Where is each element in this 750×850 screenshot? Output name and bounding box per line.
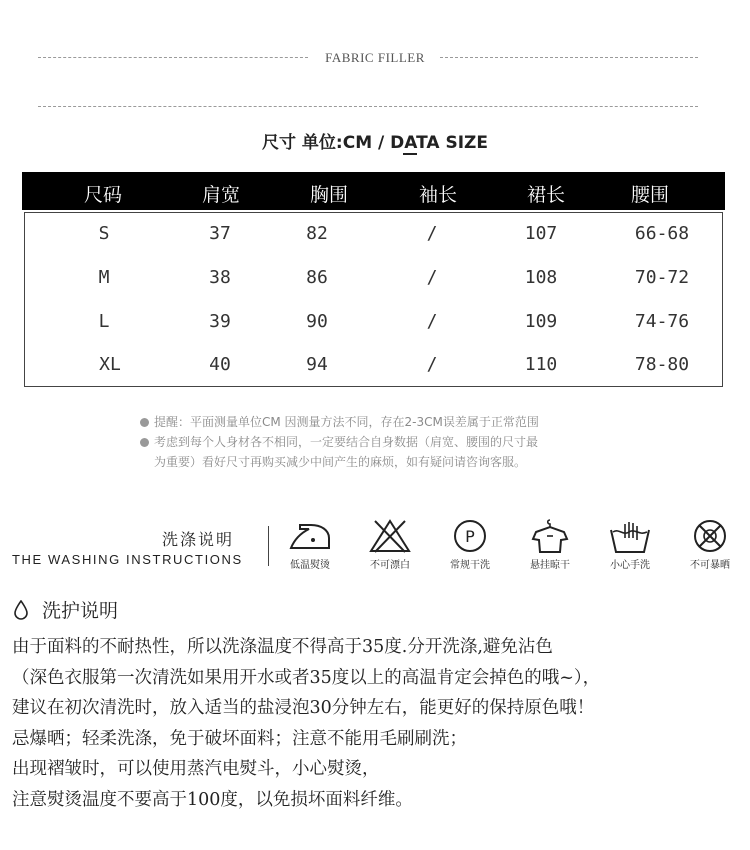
table-cell: 86 — [306, 267, 328, 288]
iron-low-temp-icon — [287, 518, 333, 554]
care-title-text: 洗护说明 — [42, 600, 119, 622]
table-cell: M — [98, 267, 110, 288]
table-cell: 66-68 — [634, 223, 690, 244]
bullet-dot-icon — [140, 438, 149, 447]
washing-divider — [268, 526, 269, 566]
care-item-sun — [680, 518, 740, 571]
care-item-hang — [520, 518, 580, 571]
table-cell: 108 — [524, 267, 558, 288]
column-header-bust: 胸围 — [309, 184, 348, 206]
care-label: 不可漂白 — [370, 560, 410, 571]
column-header-size: 尺码 — [83, 184, 122, 206]
table-cell: L — [98, 311, 110, 332]
measurement-note — [140, 412, 539, 432]
table-cell: S — [98, 223, 110, 244]
fit-note-continued — [154, 452, 526, 472]
table-cell: / — [426, 311, 438, 332]
care-label: 悬挂晾干 — [530, 560, 570, 571]
fit-note — [140, 432, 538, 452]
note-text: 考虑到每个人身材各不相同，一定要结合自身数据（肩宽、腰围的尺寸最 — [154, 435, 539, 449]
divider-full — [38, 106, 698, 107]
table-cell: 82 — [306, 223, 328, 244]
table-cell: 40 — [209, 354, 231, 375]
title-underline — [403, 153, 417, 155]
care-section-title — [14, 596, 118, 623]
column-header-waist: 腰围 — [630, 184, 669, 206]
table-cell: / — [426, 223, 438, 244]
care-line: 出现褶皱时，可以使用蒸汽电熨斗，小心熨烫， — [12, 759, 380, 779]
svg-text:P: P — [465, 527, 475, 546]
column-header-shoulder: 肩宽 — [201, 184, 240, 206]
no-bleach-icon — [367, 518, 413, 554]
care-line: 忌爆晒；轻柔洗涤，免于破坏面料；注意不能用毛刷刷洗； — [12, 728, 467, 749]
table-cell: 74-76 — [634, 311, 690, 332]
table-cell: 70-72 — [634, 267, 690, 288]
note-text: 提醒：平面测量单位CM 因测量方法不同，存在2-3CM误差属于正常范围 — [154, 415, 539, 429]
column-header-length: 裙长 — [526, 184, 565, 206]
column-header-sleeve: 袖长 — [418, 184, 457, 206]
care-label: 低温熨烫 — [290, 560, 330, 571]
care-item-handwash — [600, 518, 660, 571]
size-table-header — [22, 172, 725, 210]
care-item-bleach — [360, 518, 420, 571]
water-drop-icon — [14, 599, 34, 621]
washing-title-cn: 洗涤说明 — [162, 530, 235, 549]
table-cell: 110 — [524, 354, 558, 375]
table-cell: 37 — [209, 223, 231, 244]
care-item-dryclean — [440, 518, 500, 571]
care-label: 常规干洗 — [450, 560, 490, 571]
table-cell: 78-80 — [634, 354, 690, 375]
care-line: 注意熨烫温度不要高于100度，以免损坏面料纤维。 — [12, 789, 413, 810]
care-label: 小心手洗 — [610, 560, 650, 571]
dry-clean-p-icon — [447, 518, 493, 554]
bullet-dot-icon — [140, 418, 149, 427]
washing-title-en: THE WASHING INSTRUCTIONS — [12, 552, 243, 567]
table-cell: 39 — [209, 311, 231, 332]
care-line: （深色衣服第一次清洗如果用开水或者35度以上的高温肯定会掉色的哦~）， — [12, 667, 601, 688]
table-cell: XL — [99, 354, 121, 375]
table-cell: 90 — [306, 311, 328, 332]
table-cell: 109 — [524, 311, 558, 332]
no-sun-dry-icon — [687, 518, 733, 554]
care-label: 不可暴晒 — [690, 560, 730, 571]
table-cell: / — [426, 354, 438, 375]
hand-wash-icon — [607, 518, 653, 554]
table-cell: 38 — [209, 267, 231, 288]
table-cell: 94 — [306, 354, 328, 375]
size-section-title: 尺寸 单位:CM / DATA SIZE — [262, 133, 488, 153]
fabric-filler-label: FABRIC FILLER — [325, 50, 425, 65]
care-item-iron — [280, 518, 340, 571]
hang-dry-icon — [527, 518, 573, 554]
table-cell: / — [426, 267, 438, 288]
note-text: 为重要）看好尺寸再购买减少中间产生的麻烦，如有疑问请咨询客服。 — [154, 455, 527, 469]
table-cell: 107 — [524, 223, 558, 244]
care-line: 由于面料的不耐热性，所以洗涤温度不得高于35度.分开洗涤,避免沾色 — [12, 637, 553, 657]
size-table-body — [24, 212, 723, 387]
care-line: 建议在初次清洗时，放入适当的盐浸泡30分钟左右，能更好的保持原色哦！ — [12, 698, 595, 718]
care-instructions — [12, 632, 742, 815]
